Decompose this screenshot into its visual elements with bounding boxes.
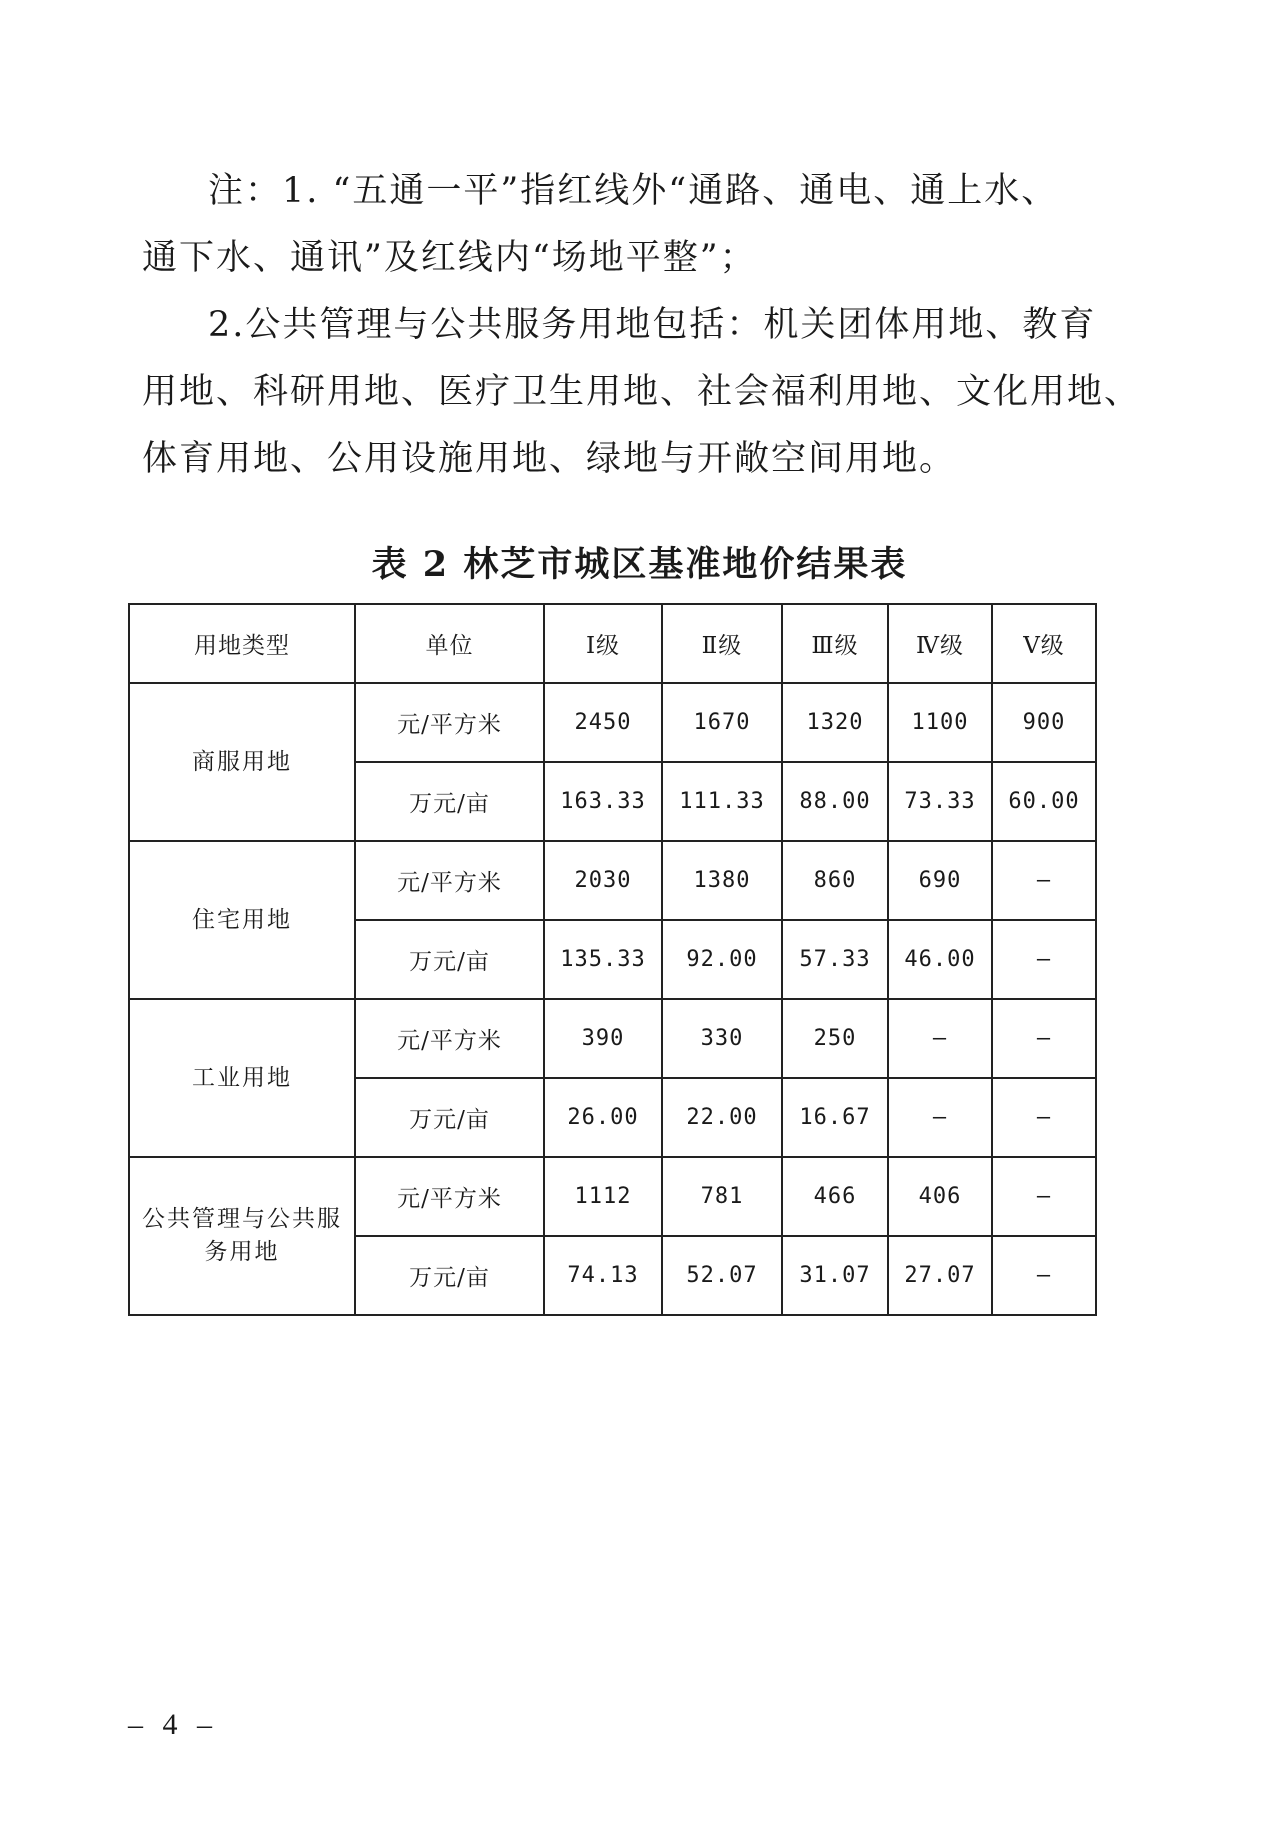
value-cell: 781 [662,1157,782,1236]
value-cell: 31.07 [782,1236,888,1315]
value-cell: 22.00 [662,1078,782,1157]
value-cell: 1320 [782,683,888,762]
value-cell: — [888,1078,992,1157]
value-cell: 2450 [544,683,662,762]
table-row [129,999,1096,1078]
value-cell: — [888,999,992,1078]
value-cell: — [992,920,1096,999]
category-public-service-line1: 公共管理与公共服 [142,1206,342,1232]
value-cell: 1112 [544,1157,662,1236]
value-cell: 74.13 [544,1236,662,1315]
category-public-service [129,1157,355,1315]
land-price-table [128,603,1097,1316]
value-cell: — [992,1078,1096,1157]
value-cell: 466 [782,1157,888,1236]
unit-cell: 万元/亩 [355,1236,544,1315]
unit-cell: 万元/亩 [355,762,544,841]
note-line-1: 注：1. “五通一平”指红线外“通路、通电、通上水、 [208,171,1059,211]
value-cell: 406 [888,1157,992,1236]
value-cell: 163.33 [544,762,662,841]
value-cell: 860 [782,841,888,920]
value-cell: 2030 [544,841,662,920]
table-title: 表 2 林芝市城区基准地价结果表 [371,544,908,585]
unit-cell: 万元/亩 [355,920,544,999]
value-cell: 390 [544,999,662,1078]
value-cell: 27.07 [888,1236,992,1315]
value-cell: 26.00 [544,1078,662,1157]
header-grade-1: Ⅰ级 [544,604,662,683]
table-header-row [129,604,1096,683]
value-cell: 330 [662,999,782,1078]
unit-cell: 万元/亩 [355,1078,544,1157]
value-cell: 88.00 [782,762,888,841]
value-cell: 60.00 [992,762,1096,841]
header-land-type: 用地类型 [129,604,355,683]
table-row [129,683,1096,762]
header-grade-2: Ⅱ级 [662,604,782,683]
value-cell: — [992,841,1096,920]
page-number: – 4 – [128,1708,218,1741]
value-cell: 690 [888,841,992,920]
value-cell: 1100 [888,683,992,762]
value-cell: — [992,999,1096,1078]
unit-cell: 元/平方米 [355,1157,544,1236]
value-cell: — [992,1157,1096,1236]
category-residential: 住宅用地 [129,841,355,999]
value-cell: — [992,1236,1096,1315]
category-public-service-line2: 务用地 [204,1239,280,1265]
value-cell: 1380 [662,841,782,920]
header-grade-5: Ⅴ级 [992,604,1096,683]
header-grade-3: Ⅲ级 [782,604,888,683]
category-commercial: 商服用地 [129,683,355,841]
note-line-5: 体育用地、公用设施用地、绿地与开敞空间用地。 [142,439,957,479]
value-cell: 250 [782,999,888,1078]
unit-cell: 元/平方米 [355,999,544,1078]
value-cell: 1670 [662,683,782,762]
value-cell: 52.07 [662,1236,782,1315]
table-row [129,1157,1096,1236]
note-line-2: 通下水、通讯”及红线内“场地平整”； [142,238,757,278]
header-grade-4: Ⅳ级 [888,604,992,683]
value-cell: 46.00 [888,920,992,999]
unit-cell: 元/平方米 [355,683,544,762]
note-line-4: 用地、科研用地、医疗卫生用地、社会福利用地、文化用地、 [142,372,1142,412]
category-industrial: 工业用地 [129,999,355,1157]
value-cell: 135.33 [544,920,662,999]
value-cell: 57.33 [782,920,888,999]
table-row [129,841,1096,920]
value-cell: 16.67 [782,1078,888,1157]
value-cell: 92.00 [662,920,782,999]
value-cell: 900 [992,683,1096,762]
value-cell: 111.33 [662,762,782,841]
header-unit: 单位 [355,604,544,683]
unit-cell: 元/平方米 [355,841,544,920]
value-cell: 73.33 [888,762,992,841]
note-line-3: 2.公共管理与公共服务用地包括：机关团体用地、教育 [208,305,1097,345]
